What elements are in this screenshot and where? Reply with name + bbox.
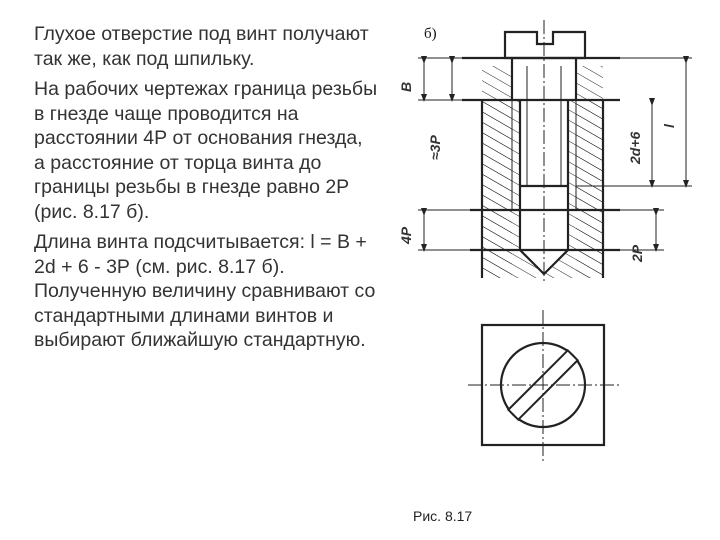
figure-sublabel: б) [424, 26, 437, 42]
dim-label-3p: ≈3P [427, 135, 443, 160]
dim-label-b: B [398, 81, 414, 92]
figure-caption: Рис. 8.17 [413, 508, 473, 524]
dim-label-2p: 2P [629, 244, 645, 262]
paragraph-3: Длина винта подсчитывается: l = В + 2d + 6 - 3Р (см. рис. 8.17 б). Полученную величину сравнивают со стандартными длинами винтов и выбирают ближайшую стандартную. [34, 231, 376, 351]
paragraph-2: На рабочих чертежах граница резьбы в гнезде чаще проводится на расстоянии 4Р от основания гнезда, а расстояние от торца винта до границы резьбы в гнезде равно 2Р (рис. 8.17 б). [34, 78, 378, 223]
top-view [468, 310, 622, 462]
dim-label-4p: 4P [398, 226, 414, 244]
dim-label-2d6: 2d+6 [627, 131, 643, 164]
paragraph-1: Глухое отверстие под винт получают так же, как под шпильку. [34, 23, 369, 70]
dim-label-l: l [661, 124, 677, 128]
